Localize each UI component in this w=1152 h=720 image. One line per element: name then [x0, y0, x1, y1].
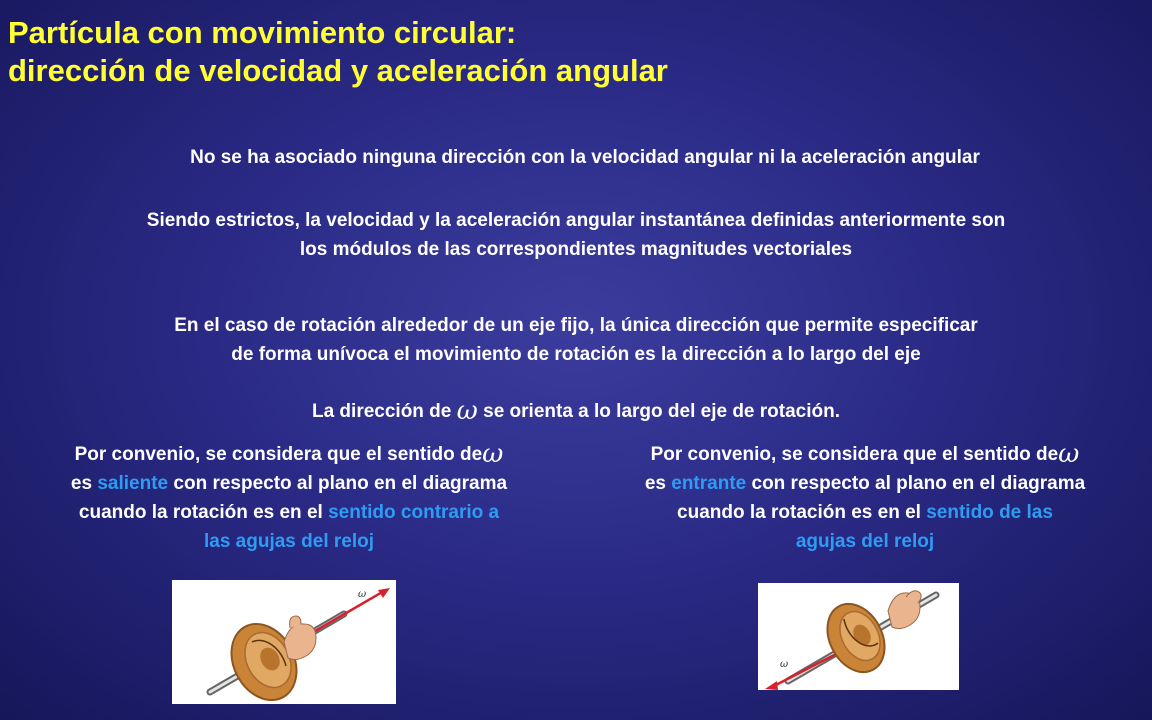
- axle-disk-illustration: [172, 580, 396, 704]
- p2-line-1: Siendo estrictos, la velocidad y la aceleración angular instantánea definidas anteriormente son: [146, 210, 1006, 231]
- left-line-1: Por convenio, se considera que el sentido de: [74, 444, 483, 465]
- omega-symbol-right: ω: [1058, 439, 1080, 469]
- omega-label-right: ω: [780, 659, 789, 670]
- entrante-highlight: entrante: [671, 473, 747, 494]
- p3-line-2: de forma unívoca el movimiento de rotación es la dirección a lo largo del eje: [231, 344, 921, 365]
- title-line-1: Partícula con movimiento circular:: [8, 15, 517, 50]
- paragraph-strict-definition: [20, 206, 1132, 264]
- counterclockwise-highlight: sentido contrario a: [328, 502, 500, 523]
- left-convention-text: Por convenio, se considera que el sentido deω es saliente con respecto al plano en el diagrama cuando la rotación es en el sentido contrario a las agujas del reloj: [0, 440, 578, 556]
- omega-symbol: ω: [456, 396, 478, 426]
- figure-counterclockwise: [172, 580, 396, 704]
- p4-before: La dirección de: [311, 401, 452, 422]
- axle-disk-illustration-reverse: [758, 583, 959, 690]
- left-line-4: las agujas del reloj: [203, 531, 375, 552]
- paragraph-omega-direction: [20, 397, 1132, 426]
- right-convention-text: Por convenio, se considera que el sentido deω es entrante con respecto al plano en el diagrama cuando la rotación es en el sentido de las agujas del reloj: [578, 440, 1152, 556]
- right-line-1: Por convenio, se considera que el sentido de: [650, 444, 1059, 465]
- slide-title: [8, 14, 668, 90]
- title-line-2: dirección de velocidad y aceleración angular: [8, 53, 668, 88]
- right-line-4: agujas del reloj: [795, 531, 935, 552]
- paragraph-no-direction: No se ha asociado ninguna dirección con la velocidad angular ni la aceleración angular: [190, 147, 980, 168]
- omega-label-left: ω: [358, 589, 367, 600]
- omega-symbol-left: ω: [482, 439, 504, 469]
- clockwise-highlight: sentido de las: [926, 502, 1053, 523]
- p3-line-1: En el caso de rotación alrededor de un eje fijo, la única dirección que permite especificar: [174, 315, 978, 336]
- paragraph-fixed-axis: [20, 311, 1132, 369]
- p2-line-2: los módulos de las correspondientes magnitudes vectoriales: [299, 239, 853, 260]
- figure-clockwise: [758, 583, 959, 690]
- p4-after: se orienta a lo largo del eje de rotación.: [483, 401, 841, 422]
- saliente-highlight: saliente: [97, 473, 169, 494]
